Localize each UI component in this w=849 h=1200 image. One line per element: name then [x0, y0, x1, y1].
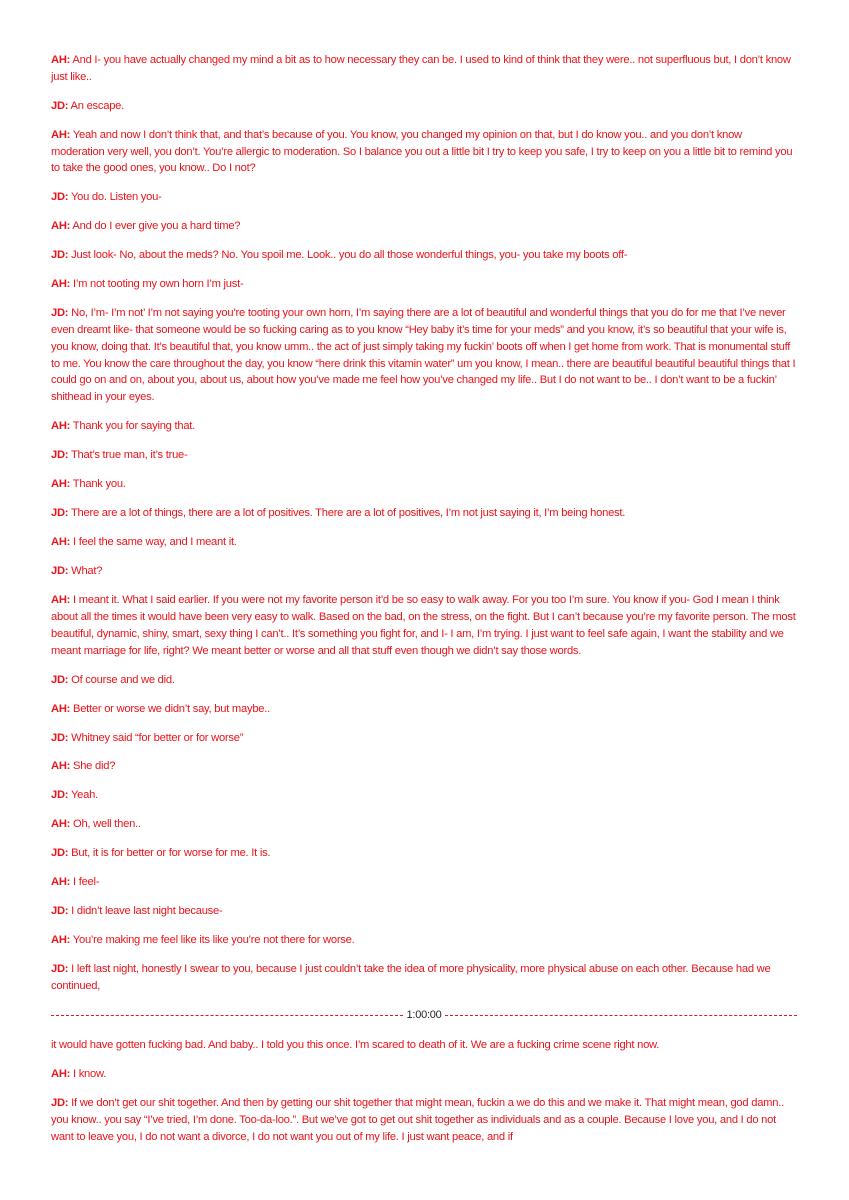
dialogue-text: No, I’m- I’m not’ I’m not saying you’re tooting your own horn, I’m saying there are a lot of beautiful and wonderful things that you do for me that I’ve never even dreamt like- that someone would be so fucking caring as to you know “Hey baby it’s time for your meds” and you know, it’s so beautiful that your wife is, you know, doing that. It’s beautiful that, you know umm.. the act of just simply taking my fuckin’ boots off when I get home from work. That is monumental stuff to me. You know the care throughout the day, you know “here drink this vitamin water” um you know, I mean.. there are beautiful beautiful beautiful things that I could go on and on, about you, about us, about how you’ve made me feel how you’ve changed my life.. But I do not want to be.. I don’t want to be a fuckin’ shithead in your eyes. — [51, 307, 796, 404]
dialogue-line — [51, 701, 797, 718]
dialogue-line — [51, 189, 797, 206]
dialogue-text: Whitney said “for better or for worse” — [71, 731, 244, 744]
speaker-label: JD: — [51, 249, 69, 262]
dialogue-line — [51, 874, 797, 891]
speaker-label: AH: — [51, 760, 71, 773]
dialogue-text: What? — [71, 565, 103, 578]
speaker-label: AH: — [51, 220, 71, 233]
speaker-label: AH: — [51, 278, 71, 291]
dialogue-line — [51, 476, 797, 493]
speaker-label: AH: — [51, 934, 71, 947]
speaker-label: AH: — [51, 54, 71, 66]
dialogue-line — [51, 276, 797, 293]
dialogue-line — [51, 1095, 797, 1145]
speaker-label: AH: — [51, 876, 71, 889]
dialogue-text: But, it is for better or for worse for me. It is. — [71, 847, 271, 860]
speaker-label: JD: — [51, 191, 69, 204]
dialogue-line — [51, 592, 797, 659]
dialogue-text: Yeah and now I don’t think that, and that’s because of you. You know, you changed my opinion on that, but I do know you.. and you don’t know moderation very well, you don’t. You’re allergic to moderation. So I balance you out a little bit I try to keep you safe, I try to keep on you a little bit to remind you to take the good ones, you know.. Do I not? — [51, 128, 793, 175]
dialogue-line — [51, 758, 797, 775]
dialogue-line — [51, 247, 797, 264]
dialogue-text: And do I ever give you a hard time? — [72, 220, 241, 233]
dialogue-line — [51, 52, 797, 86]
speaker-label: JD: — [51, 963, 69, 976]
speaker-label: JD: — [51, 789, 69, 802]
dialogue-line — [51, 1037, 797, 1054]
speaker-label: AH: — [51, 128, 71, 141]
dialogue-text: An escape. — [70, 99, 125, 112]
speaker-label: JD: — [51, 307, 69, 320]
dialogue-line — [51, 845, 797, 862]
dialogue-line — [51, 961, 797, 995]
speaker-label: JD: — [51, 507, 69, 520]
dialogue-line — [51, 816, 797, 833]
divider-line-right — [445, 1015, 797, 1016]
speaker-label: JD: — [51, 847, 69, 860]
dialogue-line — [51, 563, 797, 580]
dialogue-text: That’s true man, it’s true- — [70, 449, 188, 462]
speaker-label: JD: — [51, 565, 69, 578]
speaker-label: AH: — [51, 420, 71, 433]
dialogue-text: I feel- — [73, 876, 100, 889]
speaker-label: AH: — [51, 594, 71, 607]
dialogue-line — [51, 447, 797, 464]
dialogue-text: I didn’t leave last night because- — [71, 905, 223, 918]
speaker-label: AH: — [51, 1068, 71, 1081]
dialogue-text: Of course and we did. — [71, 673, 175, 686]
dialogue-text: There are a lot of things, there are a lot of positives. There are a lot of positives, I’m not just saying it, I’m being honest. — [70, 507, 626, 520]
dialogue-text: Thank you. — [72, 478, 126, 491]
speaker-label: JD: — [51, 673, 69, 686]
speaker-label: JD: — [51, 905, 69, 918]
dialogue-text: I know. — [73, 1068, 107, 1081]
speaker-label: AH: — [51, 536, 71, 549]
dialogue-text: I’m not tooting my own horn I’m just- — [73, 278, 244, 291]
dialogue-text: Yeah. — [70, 789, 98, 802]
dialogue-text: Better or worse we didn’t say, but maybe.. — [73, 702, 270, 715]
dialogue-line — [51, 505, 797, 522]
transcript-page — [51, 52, 797, 1158]
speaker-label: JD: — [51, 1097, 69, 1110]
dialogue-line — [51, 1066, 797, 1083]
dialogue-text: Oh, well then.. — [73, 818, 141, 831]
dialogue-line — [51, 672, 797, 689]
dialogue-text: Just look- No, about the meds? No. You spoil me. Look.. you do all those wonderful things, you- you take my boots off- — [71, 249, 628, 262]
dialogue-text: I feel the same way, and I meant it. — [73, 536, 237, 549]
speaker-label: AH: — [51, 478, 71, 491]
dialogue-line — [51, 903, 797, 920]
dialogue-text: Thank you for saying that. — [72, 420, 196, 433]
dialogue-text: If we don’t get our shit together. And then by getting our shit together that might mean, fuckin a we do this and we make it. That might mean, god damn.. you know.. you say “I’ve tried, I’m done. Too-da-loo.”. But we’ve got to get out shit together as individuals and as a couple. Because I love you, and I do not want to leave you, I do not want a divorce, I do not want you out of my life. I just want peace, and if — [51, 1097, 784, 1143]
dialogue-line — [51, 534, 797, 551]
dialogue-text: And I- you have actually changed my mind a bit as to how necessary they can be. I used to kind of think that they were.. not superfluous but, I don’t know just like.. — [51, 54, 791, 83]
dialogue-line — [51, 218, 797, 235]
dialogue-text: You’re making me feel like its like you’re not there for worse. — [72, 934, 355, 947]
dialogue-text: She did? — [73, 760, 116, 773]
transcript-section-bottom — [51, 1037, 797, 1145]
dialogue-line — [51, 127, 797, 177]
dialogue-line — [51, 932, 797, 949]
divider-line-left — [51, 1015, 403, 1016]
dialogue-line — [51, 418, 797, 435]
dialogue-text: it would have gotten fucking bad. And baby.. I told you this once. I’m scared to death of it. We are a fucking crime scene right now. — [51, 1039, 660, 1052]
timestamp-divider — [51, 1007, 797, 1023]
speaker-label: JD: — [51, 99, 69, 112]
dialogue-text: I left last night, honestly I swear to you, because I just couldn’t take the idea of more physicality, more physical abuse on each other. Because had we continued, — [51, 963, 771, 993]
dialogue-line — [51, 730, 797, 747]
dialogue-line — [51, 305, 797, 406]
speaker-label: AH: — [51, 818, 71, 831]
speaker-label: AH: — [51, 702, 71, 715]
timestamp: 1:00:00 — [406, 1008, 442, 1021]
dialogue-line — [51, 787, 797, 804]
transcript-section-top — [51, 52, 797, 995]
speaker-label: JD: — [51, 449, 69, 462]
dialogue-line — [51, 98, 797, 115]
speaker-label: JD: — [51, 731, 69, 744]
dialogue-text: I meant it. What I said earlier. If you were not my favorite person it’d be so easy to walk away. For you too I’m sure. You know if you- God I mean I think about all the times it would have been very easy to walk. Based on the bad, on the stress, on the fight. But I can’t because you’re my favorite person. The most beautiful, dynamic, shiny, smart, sexy thing I can’t.. It’s something you fight for, and I- I am, I’m trying. I just want to feel safe again, I want the stability and we meant marriage for life, right? We meant better or worse and all that stuff even though we didn’t say those words. — [51, 594, 796, 657]
dialogue-text: You do. Listen you- — [70, 191, 162, 204]
